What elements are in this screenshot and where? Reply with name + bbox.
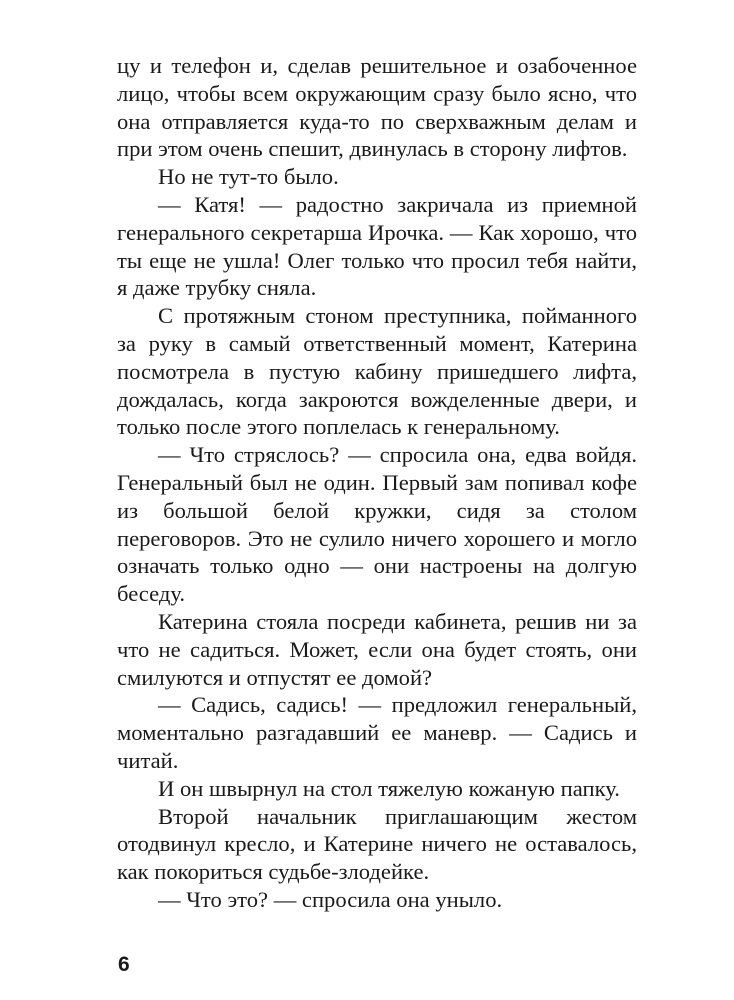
paragraph: — Катя! — радостно закричала из приемной генерального секретарша Ирочка. — Как хорошо, что ты еще не ушла! Олег только что просил тебя найти, я даже трубку сняла.	[117, 191, 637, 301]
paragraph: — Садись, садись! — предложил генеральный, моментально разгадавший ее маневр. — Садись и читай.	[117, 692, 637, 773]
paragraph: Катерина стояла посреди кабинета, решив ни за что не садиться. Может, если она будет стоять, они смилуются и отпустят ее домой?	[117, 608, 637, 690]
body-text	[117, 52, 637, 914]
paragraph: Но не тут-то было.	[158, 164, 339, 190]
paragraph: И он швырнул на стол тяжелую кожаную папку.	[158, 775, 620, 801]
paragraph-continued: цу и телефон и, сделав решительное и озабоченное лицо, чтобы всем окружающим сразу было ясно, что она отправляется куда-то по сверхважным делам и при этом очень спешит, двинулась в сторону лифтов.	[117, 53, 637, 162]
page-number: 6	[118, 953, 130, 976]
paragraph: С протяжным стоном преступника, пойманного за руку в самый ответственный момент, Катерина посмотрела в пустую кабину пришедшего лифта, дождалась, когда закроются вожделенные двери, и только после этого поплелась к генеральному.	[117, 303, 637, 440]
paragraph: — Что стряслось? — спросила она, едва войдя. Генеральный был не один. Первый зам попивал кофе из большой белой кружки, сидя за столом переговоров. Это не сулило ничего хорошего и могло означать только одно — они настроены на долгую беседу.	[117, 442, 637, 607]
paragraph: Второй начальник приглашающим жестом отодвинул кресло, и Катерине ничего не оставалось, как покориться судьбе-злодейке.	[117, 803, 637, 885]
paragraph: — Что это? — спросила она уныло.	[158, 886, 503, 912]
